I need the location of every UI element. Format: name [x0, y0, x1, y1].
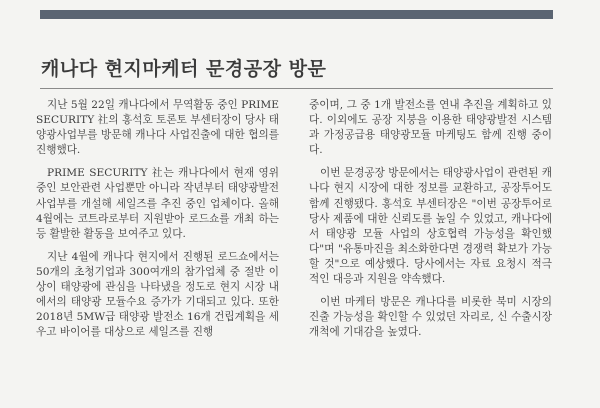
paragraph: 지난 4월에 캐나다 현지에서 진행된 로드쇼에서는 50개의 초청기업과 300여개의 참가업체 중 절반 이상이 태양광에 관심을 나타냈을 정도로 현지 시장 내에서의 태양광 모듈수요 증가가 기대되고 있다. 또한 2018년 5MW급 태양광 발전소 16개 건립계획을 세우고 바이어를 대상으로 세일즈를 진행	[36, 250, 279, 339]
header-bar	[40, 10, 553, 19]
left-column	[36, 98, 279, 348]
title-divider	[40, 88, 553, 89]
paragraph: 중이며, 그 중 1개 발전소를 연내 추진을 계획하고 있다. 이외에도 공장 지붕을 이용한 태양광발전 시스템과 가정공급용 태양광모듈 마케팅도 함께 진행 중이다.	[309, 99, 552, 157]
paragraph: 이번 문경공장 방문에서는 태양광사업이 관련된 캐나다 현지 시장에 대한 정보를 교환하고, 공장투어도 함께 진행됐다. 홍석호 부센터장은 "이번 공장투어로 당사 제품에 대한 신뢰도를 높일 수 있었고, 캐나다에서 태양광 모듈 사업의 상호협력 가능성을 확인했다"며 "유통마진을 최소화한다면 경쟁력 확보가 가능할 것"으로 예상했다. 당사에서는 자료 요청시 적극적인 대응과 지원을 약속했다.	[309, 167, 552, 286]
paragraph: 이번 마케터 방문은 캐나다를 비롯한 북미 시장의 진출 가능성을 확인할 수 있었던 자리로, 신 수출시장 개척에 기대감을 높였다.	[309, 296, 552, 339]
right-column	[309, 98, 552, 348]
paragraph: PRIME SECURITY 社는 캐나다에서 현재 영위중인 보안관련 사업뿐만 아니라 작년부터 태양광발전 사업부를 개설해 세일즈를 추진 중인 업체이다. 올해 4월에는 코트라로부터 지원받아 로드쇼를 개최 하는 등 활발한 활동을 보여주고 있다.	[36, 167, 279, 240]
article-title: 캐나다 현지마케터 문경공장 방문	[41, 58, 327, 80]
paragraph: 지난 5월 22일 캐나다에서 무역활동 중인 PRIME SECURITY 社의 홍석호 토론토 부센터장이 당사 태양광사업부를 방문해 캐나다 사업진출에 대한 협의를 진행했다.	[36, 99, 279, 157]
